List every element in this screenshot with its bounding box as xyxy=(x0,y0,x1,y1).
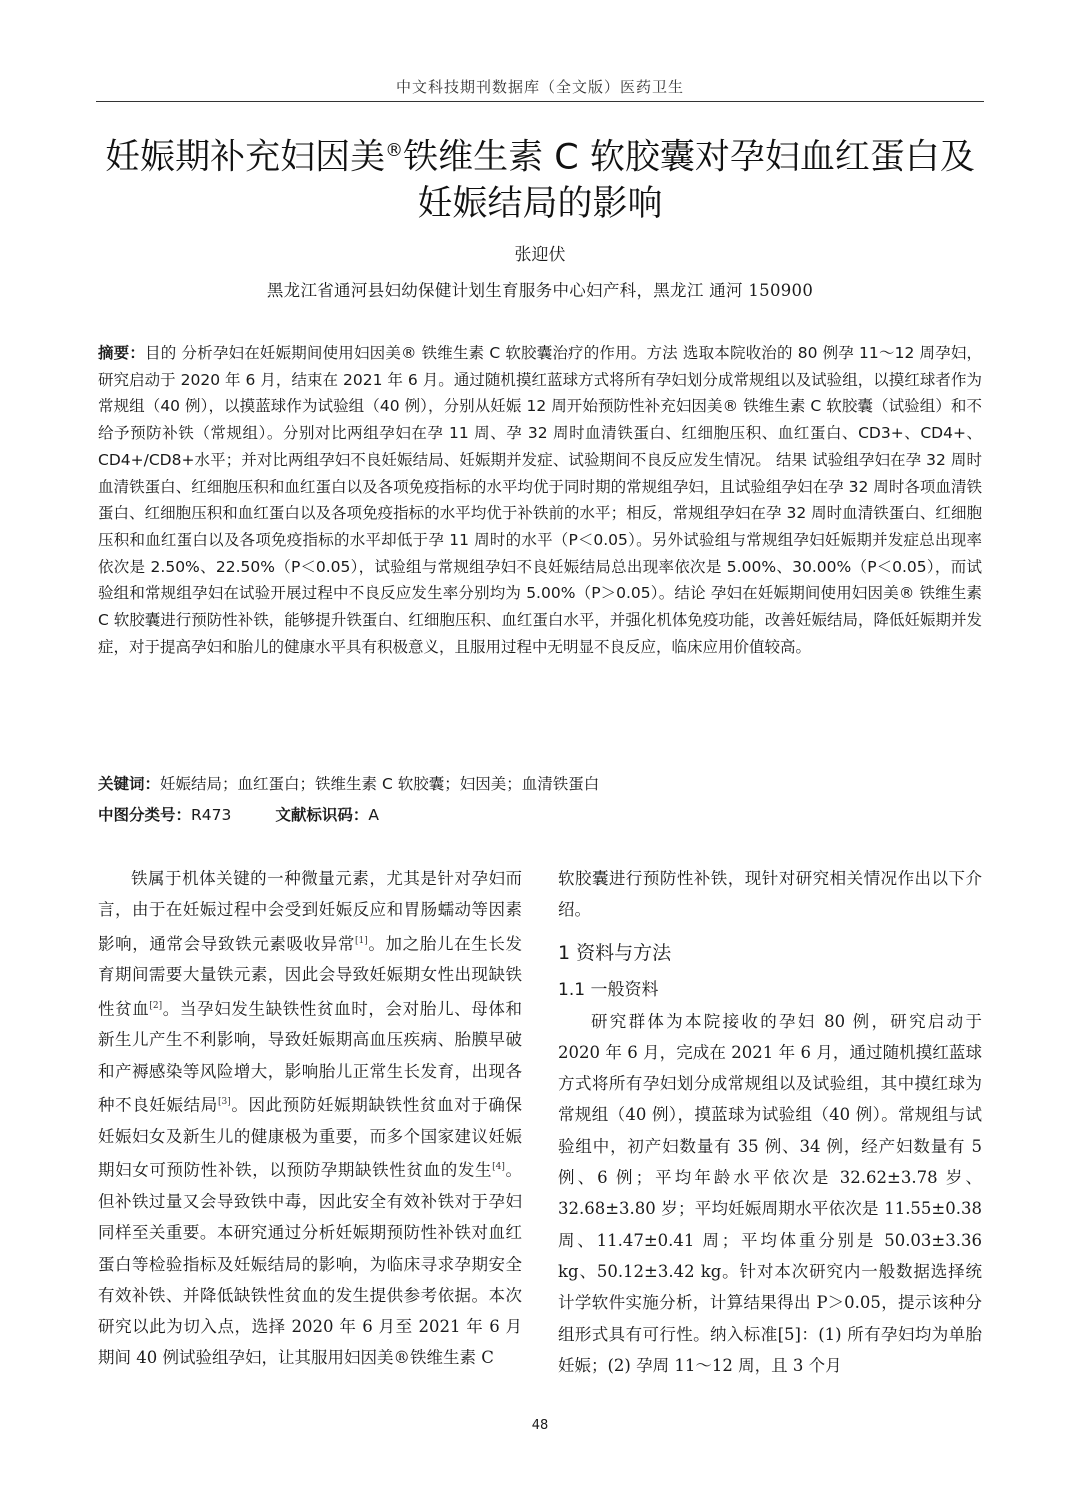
author-affiliation: 黑龙江省通河县妇幼保健计划生育服务中心妇产科，黑龙江 通河 150900 xyxy=(266,281,814,300)
clc-value: R473 xyxy=(191,806,232,824)
keywords-label: 关键词： xyxy=(98,775,161,793)
keywords-text: 妊娠结局；血红蛋白；铁维生素 C 软胶囊；妇因美；血清铁蛋白 xyxy=(160,775,600,793)
abstract-text: 目的 分析孕妇在妊娠期间使用妇因美® 铁维生素 C 软胶囊治疗的作用。方法 选取本院收治的 80 例孕 11～12 周孕妇，研究启动于 2020 年 6 月，结束在 2021 年 6 月。通过随机摸红蓝球方式将所有孕妇划分成常规组以及试验组，以摸红球者作为常规组（40 例），以摸蓝球作为试验组（40 例），分别从妊娠 12 周开始预防性补充妇因美® 铁维生素 C 软胶囊（试验组）和不给予预防补铁（常规组）。分别对比两组孕妇在孕 11 周、孕 32 周时血清铁蛋白、红细胞压积、血红蛋白、CD3+、CD4+、CD4+/CD8+水平；并对比两组孕妇不良妊娠结局、妊娠期并发症、试验期间不良反应发生情况。 结果 试验组孕妇在孕 32 周时血清铁蛋白、红细胞压积和血红蛋白以及各项免疫指标的水平均优于同时期的常规组孕妇，且试验组孕妇在孕 32 周时各项血清铁蛋白、红细胞压积和血红蛋白以及各项免疫指标的水平均优于补铁前的水平；相反，常规组孕妇在孕 32 周时血清铁蛋白、红细胞压积和血红蛋白以及各项免疫指标的水平却低于孕 11 周时的水平（P＜0.05）。另外试验组与常规组孕妇妊娠期并发症总出现率依次是 2.50%、22.50%（P＜0.05），试验组与常规组孕妇不良妊娠结局总出现率依次是 5.00%、30.00%（P＜0.05），而试验组和常规组孕妇在试验开展过程中不良反应发生率分别均为 5.00%（P＞0.05）。结论 孕妇在妊娠期间使用妇因美® 铁维生素 C 软胶囊进行预防性补铁，能够提升铁蛋白、红细胞压积、血红蛋白水平，并强化机体免疫功能，改善妊娠结局，降低妊娠期并发症，对于提高孕妇和胎儿的健康水平具有积极意义，且服用过程中无明显不良反应，临床应用价值较高。 xyxy=(98,344,982,656)
doc-code-value: A xyxy=(368,806,379,824)
registered-mark: ® xyxy=(385,140,404,161)
intro-text-1: 铁属于机体关键的一种微量元素，尤其是针对孕妇而言，由于在妊娠过程中会受到妊娠反应和胃肠蠕动等因素影响，通常会导致铁元素吸收异常 xyxy=(98,869,522,954)
subsection-heading-general: 1.1 一般资料 xyxy=(558,979,659,1000)
author-name: 张迎伏 xyxy=(514,245,566,265)
article-title xyxy=(80,128,1000,227)
citation-1: [1] xyxy=(355,935,368,946)
intro-text-5: 。但补铁过量又会导致铁中毒，因此安全有效补铁对于孕妇同样至关重要。本研究通过分析妊娠期预防性补铁对血红蛋白等检验指标及妊娠结局的影响，为临床寻求孕期安全有效补铁、并降低缺铁性贫血的发生提供参考依据。本次研究以此为切入点，选择 2020 年 6 月至 2021 年 6 月期间 40 例试验组孕妇，让其服用妇因美®铁维生素 C xyxy=(98,1160,523,1368)
intro-continuation: 软胶囊进行预防性补铁，现针对研究相关情况作出以下介绍。 xyxy=(558,869,982,920)
intro-text-3: 。当孕妇发生缺铁性贫血时，会对胎儿、母体和新生儿产生不利影响，导致妊娠期高血压疾病、胎膜早破和产褥感染等风险增大，影响胎儿正常生长发育，出现各种不良妊娠结局 xyxy=(98,999,523,1115)
title-line2: 妊娠结局的影响 xyxy=(417,183,663,224)
citation-2: [2] xyxy=(149,1000,163,1011)
general-data-paragraph: 研究群体为本院接收的孕妇 80 例，研究启动于 2020 年 6 月，完成在 2021 年 6 月，通过随机摸红蓝球方式将所有孕妇划分成常规组以及试验组，其中摸红球为常规组（40 例），摸蓝球为试验组（40 例）。常规组与试验组中，初产妇数量有 35 例、34 例，经产妇数量有 5 例、6 例；平均年龄水平依次是 32.62±3.78 岁、32.68±3.80 岁；平均妊娠周期水平依次是 11.55±0.38 周、11.47±0.41 周；平均体重分别是 50.03±3.36 kg、50.12±3.42 kg。针对本次研究内一般数据选择统计学软件实施分析，计算结果得出 P＞0.05，提示该种分组形式具有可行性。纳入标准[5]：(1) 所有孕妇均为单胎妊娠；(2) 孕周 11～12 周，且 3 个月 xyxy=(558,1011,982,1375)
body-left-column xyxy=(98,863,522,1374)
keywords xyxy=(98,772,982,794)
intro-paragraph xyxy=(98,863,522,1374)
intro-text-2: 。加之胎儿在生长发育期间需要大量铁元素，因此会导致妊娠期女性出现缺铁性贫血 xyxy=(98,934,523,1019)
intro-text-4: 。因此预防妊娠期缺铁性贫血对于确保妊娠妇女及新生儿的健康极为重要，而多个国家建议妊娠期妇女可预防性补铁，以预防孕期缺铁性贫血的发生 xyxy=(98,1095,523,1180)
citation-4: [4] xyxy=(492,1162,505,1173)
doc-code-label: 文献标识码： xyxy=(275,806,369,824)
title-part2: 铁维生素 C 软胶囊对孕妇血红蛋白及 xyxy=(403,137,975,178)
abstract xyxy=(98,340,982,660)
classification-row xyxy=(98,803,982,825)
abstract-label: 摘要： xyxy=(98,344,146,362)
page-number: 48 xyxy=(531,1418,549,1433)
body-right-column xyxy=(558,863,982,1381)
clc-label: 中图分类号： xyxy=(98,806,192,824)
header-divider xyxy=(96,101,984,102)
citation-3: [3] xyxy=(217,1097,231,1108)
running-header: 中文科技期刊数据库（全文版）医药卫生 xyxy=(395,78,684,96)
title-part1: 妊娠期补充妇因美 xyxy=(105,137,386,178)
section-heading-methods: 1 资料与方法 xyxy=(558,941,672,964)
